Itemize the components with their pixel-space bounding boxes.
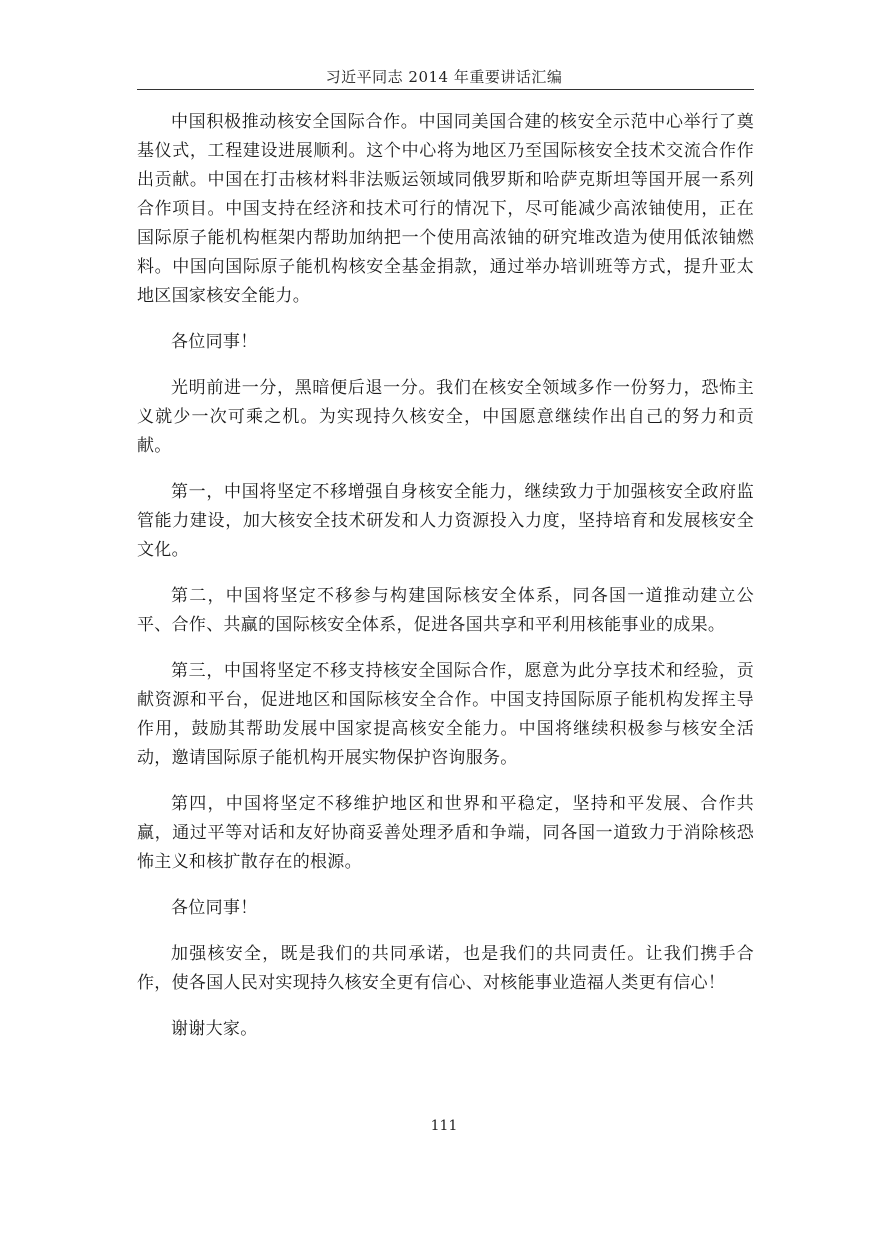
running-header: 习近平同志 2014 年重要讲话汇编 <box>325 68 563 86</box>
paragraph-salutation: 各位同事！ <box>171 332 258 352</box>
paragraph-third: 第三，中国将坚定不移支持核安全国际合作，愿意为此分享技术和经验，贡献资源和平台，促进地区和国际核安全合作。中国支持国际原子能机构发挥主导作用，鼓励其帮助发展中国家提高核安全能力。中国将继续积极参与核安全活动，邀请国际原子能机构开展实物保护咨询服务。 <box>137 661 754 768</box>
paragraph-cooperation: 中国积极推动核安全国际合作。中国同美国合建的核安全示范中心举行了奠基仪式，工程建设进展顺利。这个中心将为地区乃至国际核安全技术交流合作作出贡献。中国在打击核材料非法贩运领域同俄罗斯和哈萨克斯坦等国开展一系列合作项目。中国支持在经济和技术可行的情况下，尽可能减少高浓铀使用，正在国际原子能机构框架内帮助加纳把一个使用高浓铀的研究堆改造为使用低浓铀燃料。中国向国际原子能机构核安全基金捐款，通过举办培训班等方式，提升亚太地区国家核安全能力。 <box>137 112 754 306</box>
paragraph-salutation-2: 各位同事！ <box>171 898 258 918</box>
paragraph-closing: 加强核安全，既是我们的共同承诺，也是我们的共同责任。让我们携手合作，使各国人民对实现持久核安全更有信心、对核能事业造福人类更有信心！ <box>137 944 754 993</box>
paragraph-light-darkness: 光明前进一分，黑暗便后退一分。我们在核安全领域多作一份努力，恐怖主义就少一次可乘之机。为实现持久核安全，中国愿意继续作出自己的努力和贡献。 <box>137 378 754 456</box>
body-text <box>137 108 754 1061</box>
header-divider <box>137 89 754 90</box>
paragraph-thanks: 谢谢大家。 <box>171 1019 258 1039</box>
page-number: 111 <box>430 1118 458 1134</box>
paragraph-first: 第一，中国将坚定不移增强自身核安全能力，继续致力于加强核安全政府监管能力建设，加大核安全技术研发和人力资源投入力度，坚持培育和发展核安全文化。 <box>137 482 754 560</box>
paragraph-fourth: 第四，中国将坚定不移维护地区和世界和平稳定，坚持和平发展、合作共赢，通过平等对话和友好协商妥善处理矛盾和争端，同各国一道致力于消除核恐怖主义和核扩散存在的根源。 <box>137 794 754 872</box>
paragraph-second: 第二，中国将坚定不移参与构建国际核安全体系，同各国一道推动建立公平、合作、共赢的国际核安全体系，促进各国共享和平利用核能事业的成果。 <box>137 586 754 635</box>
